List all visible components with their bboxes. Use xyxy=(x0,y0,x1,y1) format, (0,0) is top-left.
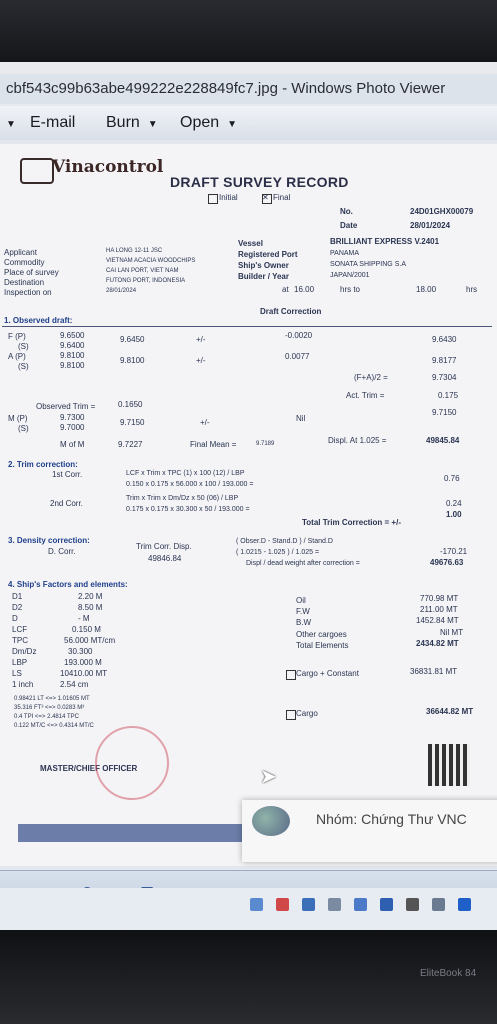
section-ships-factors: 4. Ship's Factors and elements: xyxy=(8,580,128,589)
m-final: 9.7150 xyxy=(432,408,457,417)
laptop-bezel-top xyxy=(0,0,497,62)
taskbar xyxy=(0,888,497,930)
f-final: 9.6430 xyxy=(432,335,457,344)
commodity-label: Commodity xyxy=(4,258,45,267)
section-observed-draft: 1. Observed draft: xyxy=(4,316,73,325)
act-trim: 0.175 xyxy=(438,391,459,400)
second-corr-formula: Trim x Trim x Dm/Dz x 50 (06) / LBP xyxy=(126,495,239,502)
density-result: -170.21 xyxy=(440,547,468,556)
place-value: CAI LAN PORT, VIET NAM xyxy=(106,268,179,274)
factor-value: 56.000 MT/cm xyxy=(64,636,116,645)
observed-trim-label: Observed Trim = xyxy=(36,402,96,411)
displ-after: 49676.63 xyxy=(430,558,464,567)
date-value: 28/01/2024 xyxy=(410,221,451,230)
vinacontrol-logo-icon xyxy=(20,158,54,184)
m-mean: 9.7150 xyxy=(120,418,145,427)
factor-value: 193.000 M xyxy=(64,658,102,667)
density-values: ( 1.0215 - 1.025 ) / 1.025 = xyxy=(236,549,320,556)
speaker-icon[interactable] xyxy=(328,898,341,911)
fs-label: (S) xyxy=(18,342,29,351)
laptop-brand: EliteBook 84 xyxy=(420,968,477,979)
second-correction-label: 2nd Corr. xyxy=(50,499,83,508)
mouse-cursor-icon: ➤ xyxy=(260,766,277,788)
draft-correction-heading: Draft Correction xyxy=(260,307,322,316)
factor-value: 30.300 xyxy=(68,647,93,656)
final-label: Final xyxy=(273,193,291,202)
image-viewer[interactable] xyxy=(0,140,497,870)
network-icon[interactable] xyxy=(354,898,367,911)
email-menu[interactable]: E-mail xyxy=(30,114,76,131)
open-menu[interactable]: Open ▼ xyxy=(180,114,238,131)
final-mean: 9.7189 xyxy=(256,441,275,447)
element-value: 2434.82 MT xyxy=(416,639,459,648)
initial-label: Initial xyxy=(219,193,238,202)
chevron-down-icon: ▼ xyxy=(227,119,238,130)
factor-value: 0.150 M xyxy=(72,625,101,634)
draft-survey-document xyxy=(0,144,497,866)
factor-key: D xyxy=(12,614,18,623)
d-corr-label: D. Corr. xyxy=(48,547,76,556)
burn-menu[interactable]: Burn ▼ xyxy=(106,114,158,131)
factor-value: 2.20 M xyxy=(78,592,103,601)
factor-key: LBP xyxy=(12,658,28,667)
cargo-constant-label: Cargo + Constant xyxy=(296,669,359,678)
density-formula: ( Obser.D - Stand.D ) / Stand.D xyxy=(236,538,333,545)
factor-key: LCF xyxy=(12,625,28,634)
factor-value: - M xyxy=(78,614,90,623)
first-corr-result: 0.76 xyxy=(444,474,460,483)
factor-key: D1 xyxy=(12,592,23,601)
conversion-line: 35.316 FT³ <=> 0.0283 M³ xyxy=(14,705,85,711)
factor-key: TPC xyxy=(12,636,28,645)
a-correction: 0.0077 xyxy=(285,352,310,361)
first-corr-values: 0.150 x 0.175 x 56.000 x 100 / 193.000 = xyxy=(126,481,254,488)
window-titlebar[interactable] xyxy=(0,74,497,104)
chat-notification[interactable] xyxy=(242,800,497,862)
cargo-value: 36644.82 MT xyxy=(426,707,474,716)
at-value: 16.00 xyxy=(294,285,315,294)
qr-code-icon xyxy=(428,744,470,786)
pm-sign: +/- xyxy=(196,356,206,365)
observed-trim: 0.1650 xyxy=(118,400,143,409)
element-key: Total Elements xyxy=(296,641,349,650)
total-trim-label: Total Trim Correction = +/- xyxy=(302,518,401,527)
applicant-label: Applicant xyxy=(4,248,37,257)
final-mean-label: Final Mean = xyxy=(190,440,237,449)
laptop-bezel-bottom xyxy=(0,930,497,1024)
m-of-m: 9.7227 xyxy=(118,440,143,449)
second-corr-result: 0.24 xyxy=(446,499,462,508)
trim-corr-disp: 49846.84 xyxy=(148,554,182,563)
builder-value: JAPAN/2001 xyxy=(330,272,370,279)
bluetooth-icon[interactable] xyxy=(458,898,471,911)
commodity-value: VIETNAM ACACIA WOODCHIPS xyxy=(106,258,196,264)
tray-app-icon[interactable] xyxy=(302,898,315,911)
no-value: 24D01GHX00079 xyxy=(410,207,474,216)
a-final: 9.8177 xyxy=(432,356,457,365)
mp-label: M (P) xyxy=(8,414,28,423)
destination-value: FUTONG PORT, INDONESIA xyxy=(106,278,186,284)
official-stamp-icon xyxy=(95,726,169,800)
factor-key: D2 xyxy=(12,603,23,612)
hrs-to-label: hrs to xyxy=(340,285,361,294)
displacement: 49845.84 xyxy=(426,436,460,445)
rule xyxy=(2,326,492,327)
group-avatar xyxy=(252,806,290,836)
port-value: PANAMA xyxy=(330,250,360,257)
factor-key: LS xyxy=(12,669,22,678)
f-correction: -0.0020 xyxy=(285,331,313,340)
conversion-line: 0.4 TPI <=> 2.4814 TPC xyxy=(14,714,79,720)
vessel-value: BRILLIANT EXPRESS V.2401 xyxy=(330,237,440,246)
factor-value: 8.50 M xyxy=(78,603,103,612)
conversion-line: 0.98421 LT <=> 1.01605 MT xyxy=(14,696,90,702)
fp-value: 9.6500 xyxy=(60,331,85,340)
menu-bar xyxy=(0,106,497,141)
at-label: at xyxy=(282,285,289,294)
displ-after-label: Displ / dead weight after correction = xyxy=(246,560,360,567)
element-value: Nil MT xyxy=(440,628,464,637)
factor-value: 2.54 cm xyxy=(60,680,89,689)
element-key: F.W xyxy=(296,607,310,616)
window-title: cbf543c99b63abe499222e228849fc7.jpg - Windows Photo Viewer xyxy=(6,80,446,97)
element-value: 1452.84 MT xyxy=(416,616,459,625)
owner-value: SONATA SHIPPING S.A xyxy=(330,261,406,268)
first-correction-label: 1st Corr. xyxy=(52,470,83,479)
element-key: Oil xyxy=(296,596,306,605)
ms-label: (S) xyxy=(18,424,29,433)
fs-value: 9.6400 xyxy=(60,341,85,350)
vessel-label: Vessel xyxy=(238,239,263,248)
initial-checkbox xyxy=(208,194,218,204)
element-value: 770.98 MT xyxy=(420,594,459,603)
fa2-value: 9.7304 xyxy=(432,373,457,382)
final-check-mark: ✕ xyxy=(262,193,269,202)
ap-value: 9.8100 xyxy=(60,351,85,360)
section-trim-correction: 2. Trim correction: xyxy=(8,460,78,469)
element-key: Other cargoes xyxy=(296,630,347,639)
total-trim: 1.00 xyxy=(446,510,462,519)
owner-label: Ship's Owner xyxy=(238,261,289,270)
destination-label: Destination xyxy=(4,278,45,287)
first-corr-formula: LCF x Trim x TPC (1) x 100 (12) / LBP xyxy=(126,470,245,477)
chevron-down-icon: ▼ xyxy=(147,119,158,130)
place-label: Place of survey xyxy=(4,268,59,277)
screen xyxy=(0,62,497,930)
inspection-value: 28/01/2024 xyxy=(106,288,137,294)
tray-app-icon[interactable] xyxy=(432,898,445,911)
tray-app-icon[interactable] xyxy=(276,898,289,911)
m-correction: Nil xyxy=(296,414,306,423)
no-label: No. xyxy=(340,207,353,216)
inspection-label: Inspection on xyxy=(4,288,52,297)
registered-port-label: Registered Port xyxy=(238,250,298,259)
ap-label: A (P) xyxy=(8,352,26,361)
m-of-m-label: M of M xyxy=(60,440,85,449)
factor-key: Dm/Dz xyxy=(12,647,37,656)
mp-value: 9.7300 xyxy=(60,413,85,422)
logo-text: Vinacontrol xyxy=(52,157,164,177)
as-value: 9.8100 xyxy=(60,361,85,370)
fp-label: F (P) xyxy=(8,332,26,341)
pm-sign: +/- xyxy=(196,335,206,344)
section-density: 3. Density correction: xyxy=(8,536,90,545)
pm-sign: +/- xyxy=(200,418,210,427)
act-trim-label: Act. Trim = xyxy=(346,391,385,400)
f-mean: 9.6450 xyxy=(120,335,145,344)
tray-app-icon[interactable] xyxy=(380,898,393,911)
conversion-line: 0.122 MT/C <=> 0.4314 MT/C xyxy=(14,723,94,729)
applicant-value: HA LONG 12-11 JSC xyxy=(106,248,163,254)
a-mean: 9.8100 xyxy=(120,356,145,365)
date-label: Date xyxy=(340,221,358,230)
factor-value: 10410.00 MT xyxy=(60,669,108,678)
fa2-label: (F+A)/2 = xyxy=(354,373,388,382)
builder-label: Builder / Year xyxy=(238,272,289,281)
menu-caret-left[interactable]: ▼ xyxy=(6,119,16,130)
cargo-constant-checkbox xyxy=(286,670,296,680)
ms-value: 9.7000 xyxy=(60,423,85,432)
tray-app-icon[interactable] xyxy=(406,898,419,911)
cargo-constant: 36831.81 MT xyxy=(410,667,458,676)
hrs-to-value: 18.00 xyxy=(416,285,437,294)
factor-key: 1 inch xyxy=(12,680,34,689)
hrs-label: hrs xyxy=(466,285,478,294)
notification-name: Nhóm: Chứng Thư VNC xyxy=(316,811,467,827)
displ-label: Displ. At 1.025 = xyxy=(328,436,387,445)
trim-corr-disp-label: Trim Corr. Disp. xyxy=(136,542,192,551)
document-title: DRAFT SURVEY RECORD xyxy=(170,174,349,190)
cargo-label: Cargo xyxy=(296,709,318,718)
cargo-checkbox xyxy=(286,710,296,720)
master-label: MASTER/CHIEF OFFICER xyxy=(40,764,138,773)
second-corr-values: 0.175 x 0.175 x 30.300 x 50 / 193.000 = xyxy=(126,506,250,513)
element-value: 211.00 MT xyxy=(420,605,458,614)
as-label: (S) xyxy=(18,362,29,371)
element-key: B.W xyxy=(296,618,312,627)
tray-app-icon[interactable] xyxy=(250,898,263,911)
